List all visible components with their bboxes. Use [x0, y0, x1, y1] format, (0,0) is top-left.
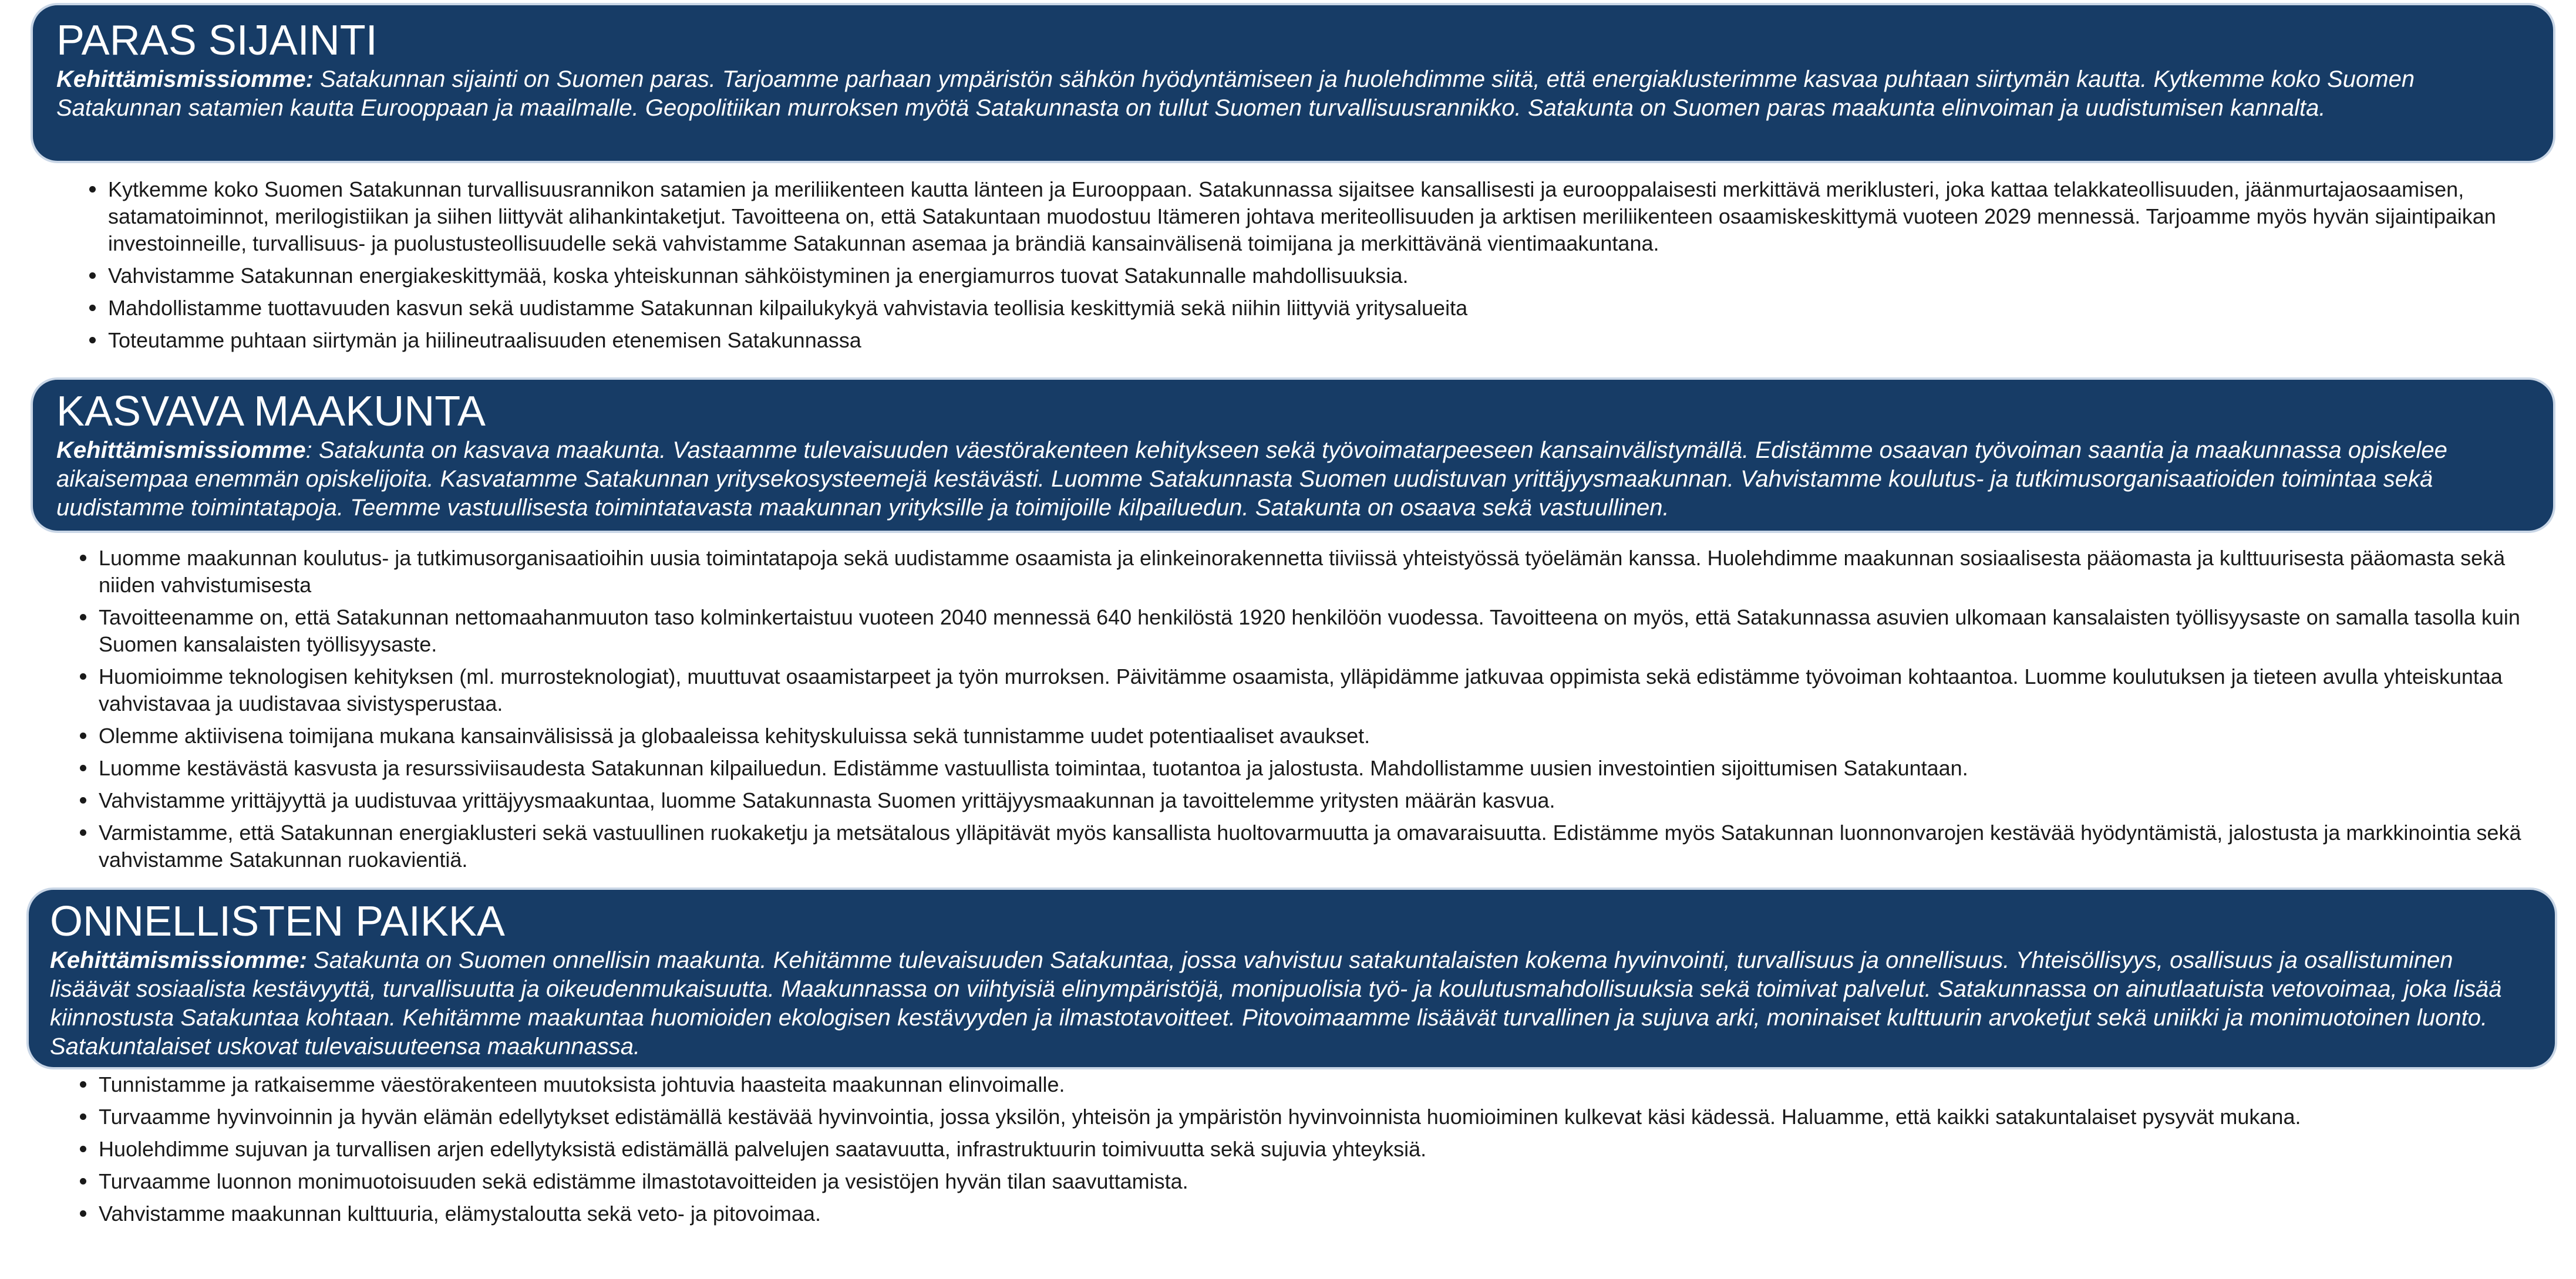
list-item: Vahvistamme maakunnan kulttuuria, elämystaloutta sekä veto- ja pitovoimaa.	[80, 1200, 2570, 1227]
list-item: Huolehdimme sujuvan ja turvallisen arjen edellytyksistä edistämällä palvelujen saatavuutta, infrastruktuurin toimivuutta sekä sujuvia yhteyksiä.	[80, 1136, 2570, 1163]
mission-statement	[56, 65, 2532, 123]
mission-text: Satakunta on Suomen onnellisin maakunta. Kehitämme tulevaisuuden Satakuntaa, jossa vahvistuu satakuntalaisten kokema hyvinvointi, turvallisuus ja onnellisuus. Yhteisöllisyys, osallisuus ja osallistuminen lisäävät sosiaalista kestävyyttä, turvallisuutta ja oikeudenmukaisuutta. Maakunnassa on viihtyisiä elinympäristöjä, monipuolisia työ- ja koulutusmahdollisuuksia sekä toimivat palvelut. Satakunnassa on ainutlaatuista vetovoimaa, joka lisää kiinnostusta Satakuntaa kohtaan. Kehitämme maakuntaa huomioiden ekologisen kestävyyden ja ilmastotavoitteet. Pitovoimaamme lisäävät turvallinen ja sujuva arki, moninaiset kulttuurin arvoketjut sekä uniikki ja monimuotoinen luonto. Satakuntalaiset uskovat tulevaisuuteensa maakunnassa.	[50, 947, 2502, 1059]
list-item: Toteutamme puhtaan siirtymän ja hiilineutraalisuuden etenemisen Satakunnassa	[89, 327, 2532, 354]
list-item: Vahvistamme Satakunnan energiakeskittymää, koska yhteiskunnan sähköistyminen ja energiamurros tuovat Satakunnalle mahdollisuuksia.	[89, 262, 2532, 289]
mission-text: : Satakunta on kasvava maakunta. Vastaamme tulevaisuuden väestörakenteen kehitykseen sekä työvoimatarpeeseen kansainvälistymällä. Edistämme osaavan työvoiman saantia ja maakunnassa opiskelee aikaisempaa enemmän opiskelijoita. Kasvatamme Satakunnan yritysekosysteemejä kestävästi. Luomme Satakunnasta Suomen uudistuvan yrittäjyysmaakunnan. Vahvistamme koulutus- ja tutkimusorganisaatioiden toimintaa sekä uudistamme toimintatapoja. Teemme vastuullisesta toimintatavasta maakunnan yrityksille ja toimijoille kilpailuedun. Satakunta on osaava sekä vastuullinen.	[56, 437, 2447, 521]
list-item: Huomioimme teknologisen kehityksen (ml. murrosteknologiat), muuttuvat osaamistarpeet ja työn murroksen. Päivitämme osaamista, ylläpidämme jatkuvaa oppimista sekä edistämme työvoiman kohtaantoa. Luomme koulutuksen ja tieteen avulla yhteiskuntaa vahvistavaa ja uudistavaa sivistysperustaa.	[80, 663, 2534, 717]
mission-label: Kehittämismissiomme	[56, 437, 306, 463]
list-item: Luomme kestävästä kasvusta ja resurssiviisaudesta Satakunnan kilpailuedun. Edistämme vastuullista toimintaa, tuotantoa ja jalostusta. Mahdollistamme uusien investointien sijoittumisen Satakuntaan.	[80, 755, 2534, 782]
mission-label: Kehittämismissiomme:	[50, 947, 307, 973]
goal-list	[80, 545, 2534, 879]
list-item: Turvaamme hyvinvoinnin ja hyvän elämän edellytykset edistämällä kestävää hyvinvointia, jossa yksilön, yhteisön ja ympäristön hyvinvoinnista huomioiminen kulkevat käsi kädessä. Haluamme, että kaikki satakuntalaiset pysyvät mukana.	[80, 1103, 2570, 1130]
mission-text: Satakunnan sijainti on Suomen paras. Tarjoamme parhaan ympäristön sähkön hyödyntämiseen ja huolehdimme siitä, että energiaklusterimme kasvaa puhtaan siirtymän kautta. Kytkemme koko Suomen Satakunnan satamien kautta Eurooppaan ja maailmalle. Geopolitiikan murroksen myötä Satakunnasta on tullut Suomen turvallisuusrannikko. Satakunta on Suomen paras maakunta elinvoiman ja uudistumisen kannalta.	[56, 66, 2415, 121]
list-item: Tavoitteenamme on, että Satakunnan nettomaahanmuuton taso kolminkertaistuu vuoteen 2040 mennessä 640 henkilöstä 1920 henkilöön vuodessa. Tavoitteena on myös, että Satakunnassa asuvien ulkomaan kansalaisten työllisyysaste on samalla tasolla kuin Suomen kansalaisten työllisyysaste.	[80, 604, 2534, 658]
section-title: PARAS SIJAINTI	[56, 17, 378, 64]
list-item: Olemme aktiivisena toimijana mukana kansainvälisissä ja globaaleissa kehityskuluissa sekä tunnistamme uudet potentiaaliset avaukset.	[80, 723, 2534, 750]
mission-statement	[56, 436, 2532, 522]
goal-list	[80, 1071, 2570, 1233]
mission-label: Kehittämismissiomme:	[56, 66, 314, 92]
section-title: KASVAVA MAAKUNTA	[56, 388, 486, 435]
list-item: Luomme maakunnan koulutus- ja tutkimusorganisaatioihin uusia toimintatapoja sekä uudistamme osaamista ja elinkeinorakennetta tiiviissä yhteistyössä työelämän kanssa. Huolehdimme maakunnan sosiaalisesta pääomasta ja kulttuurisesta pääomasta sekä niiden vahvistumisesta	[80, 545, 2534, 599]
section-banner	[26, 887, 2557, 1069]
list-item: Varmistamme, että Satakunnan energiaklusteri sekä vastuullinen ruokaketju ja metsätalous ylläpitävät myös kansallista huoltovarmuutta ja omavaraisuutta. Edistämme myös Satakunnan luonnonvarojen kestävää hyödyntämistä, jalostusta ja markkinointia sekä vahvistamme Satakunnan ruokavientiä.	[80, 819, 2534, 873]
mission-statement	[50, 946, 2537, 1061]
list-item: Tunnistamme ja ratkaisemme väestörakenteen muutoksista johtuvia haasteita maakunnan elinvoimalle.	[80, 1071, 2570, 1098]
list-item: Mahdollistamme tuottavuuden kasvun sekä uudistamme Satakunnan kilpailukykyä vahvistavia teollisia keskittymiä sekä niihin liittyviä yritysalueita	[89, 295, 2532, 322]
list-item: Kytkemme koko Suomen Satakunnan turvallisuusrannikon satamien ja meriliikenteen kautta länteen ja Eurooppaan. Satakunnassa sijaitsee kansallisesti ja eurooppalaisesti merkittävä meriklusteri, joka kattaa telakkateollisuuden, jäänmurtajaosaamisen, satamatoiminnot, merilogistiikan ja siihen liittyvät alihankintaketjut. Tavoitteena on, että Satakuntaan muodostuu Itämeren johtava meriteollisuuden ja arktisen meriliikenteen osaamiskeskittymä vuoteen 2029 mennessä. Tarjoamme myös hyvän sijaintipaikan investoinneille, turvallisuus- ja puolustusteollisuudelle sekä vahvistamme Satakunnan asemaa ja brändiä kansainvälisenä toimijana ja merkittävänä vientimaakuntana.	[89, 176, 2532, 257]
list-item: Turvaamme luonnon monimuotoisuuden sekä edistämme ilmastotavoitteiden ja vesistöjen hyvän tilan saavuttamista.	[80, 1168, 2570, 1195]
section-banner	[31, 3, 2555, 163]
section-banner	[31, 377, 2555, 533]
list-item: Vahvistamme yrittäjyyttä ja uudistuvaa yrittäjyysmaakuntaa, luomme Satakunnasta Suomen yrittäjyysmaakunnan ja tavoittelemme yritysten määrän kasvua.	[80, 787, 2534, 814]
section-title: ONNELLISTEN PAIKKA	[50, 898, 505, 945]
goal-list	[89, 176, 2532, 359]
